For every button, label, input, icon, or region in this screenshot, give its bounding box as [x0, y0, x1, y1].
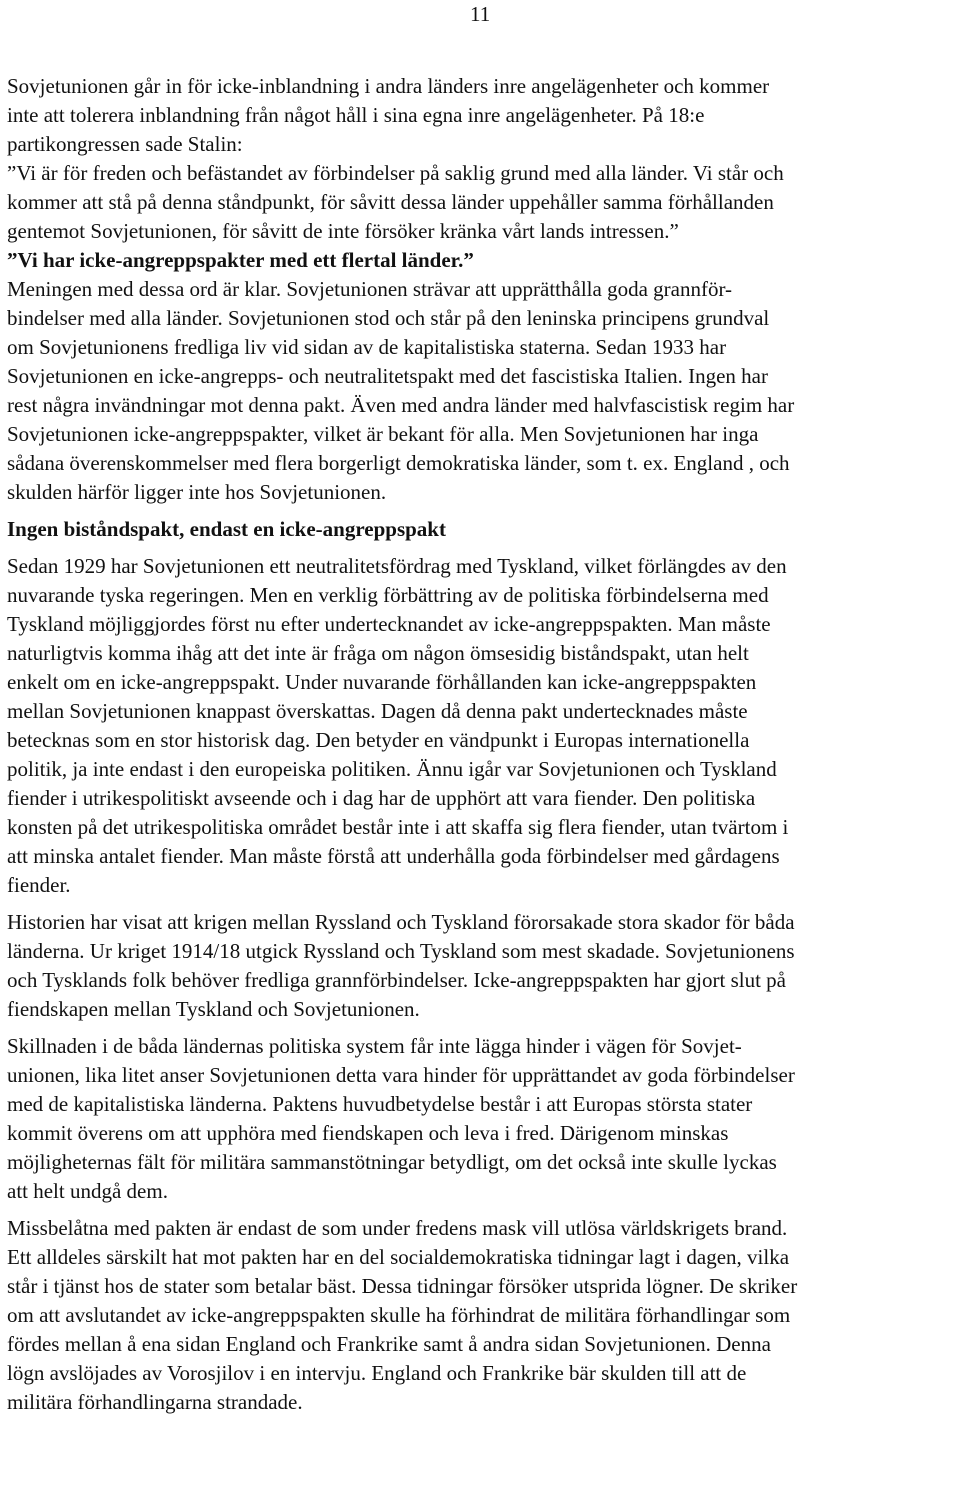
paragraph-gap — [7, 1206, 957, 1214]
text-line: partikongressen sade Stalin: — [7, 132, 243, 156]
text-line: gentemot Sovjetunionen, för såvitt de inte försöker kränka vårt lands intressen.” — [7, 219, 679, 243]
text-line: Ett alldeles särskilt hat mot pakten har en del socialdemokratiska tidningar lagt i dagen, vilka — [7, 1245, 790, 1269]
paragraph-gap — [7, 900, 957, 908]
text-line: Skillnaden i de båda ländernas politiska system får inte lägga hinder i vägen för Sovjet- — [7, 1034, 742, 1058]
text-line: att minska antalet fiender. Man måste förstå att underhålla goda förbindelser med gårdagens — [7, 844, 780, 868]
text-line: lögn avslöjades av Vorosjilov i en intervju. England och Frankrike bär skulden till att de — [7, 1361, 747, 1385]
paragraph — [7, 552, 957, 900]
text-line: Sedan 1929 har Sovjetunionen ett neutralitetsfördrag med Tyskland, vilket förlängdes av den — [7, 554, 787, 578]
text-line: fördes mellan å ena sidan England och Frankrike samt å andra sidan Sovjetunionen. Denna — [7, 1332, 771, 1356]
text-line: ”Vi har icke-angreppspakter med ett flertal länder.” — [7, 248, 474, 272]
paragraph-gap — [7, 1024, 957, 1032]
text-line: kommit överens om att upphöra med fiendskapen och leva i fred. Därigenom minskas — [7, 1121, 729, 1145]
text-line: bindelser med alla länder. Sovjetunionen stod och står på den leninska principens grundval — [7, 306, 770, 330]
text-line: Sovjetunionen går in för icke-inblandning i andra länders inre angelägenheter och kommer — [7, 74, 770, 98]
text-line: länderna. Ur kriget 1914/18 utgick Ryssland och Tyskland som mest skadade. Sovjetunionens — [7, 939, 795, 963]
text-line: militära förhandlingarna strandade. — [7, 1390, 303, 1414]
bold-heading — [7, 515, 957, 544]
paragraph — [7, 1032, 957, 1206]
text-line: betecknas som en stor historisk dag. Den betyder en vändpunkt i Europas internationella — [7, 728, 750, 752]
paragraph — [7, 1214, 957, 1417]
text-line: om att avslutandet av icke-angreppspakten skulle ha förhindrat de militära förhandlingar som — [7, 1303, 791, 1327]
text-line: inte att tolerera inblandning från något håll i sina egna inre angelägenheter. På 18:e — [7, 103, 705, 127]
text-line: naturligtvis komma ihåg att det inte är fråga om någon ömsesidig biståndspakt, utan helt — [7, 641, 749, 665]
text-line: om Sovjetunionens fredliga liv vid sidan av de kapitalistiska staterna. Sedan 1933 har — [7, 335, 727, 359]
text-line: enkelt om en icke-angreppspakt. Under nuvarande förhållanden kan icke-angreppspakten — [7, 670, 757, 694]
text-line: Sovjetunionen icke-angreppspakter, vilket är bekant för alla. Men Sovjetunionen har inga — [7, 422, 759, 446]
text-line: Meningen med dessa ord är klar. Sovjetunionen strävar att upprätthålla goda grannför- — [7, 277, 733, 301]
text-line: rest några invändningar mot denna pakt. Även med andra länder med halvfascistisk regim har — [7, 393, 795, 417]
page-number: 11 — [470, 2, 491, 26]
text-line: Historien har visat att krigen mellan Ryssland och Tyskland förorsakade stora skador för båda — [7, 910, 795, 934]
text-line: Tyskland möjliggjordes först nu efter undertecknandet av icke-angreppspakten. Man måste — [7, 612, 771, 636]
paragraph — [7, 275, 957, 507]
text-line: och Tysklands folk behöver fredliga grannförbindelser. Icke-angreppspakten har gjort slut på — [7, 968, 786, 992]
text-line: mellan Sovjetunionen knappast överskattas. Dagen då denna pakt undertecknades måste — [7, 699, 748, 723]
text-line: Missbelåtna med pakten är endast de som under fredens mask vill utlösa världskrigets brand. — [7, 1216, 788, 1240]
text-line: står i tjänst hos de stater som betalar bäst. Dessa tidningar försöker utsprida lögner. De skriker — [7, 1274, 798, 1298]
text-line: konsten på det utrikespolitiska området består inte i att skaffa sig flera fiender, utan tvärtom i — [7, 815, 789, 839]
text-line: att helt undgå dem. — [7, 1179, 168, 1203]
paragraph — [7, 908, 957, 1024]
text-line: möjligheternas fält för militära sammanstötningar betydligt, om det också inte skulle lyckas — [7, 1150, 777, 1174]
text-line: Sovjetunionen en icke-angrepps- och neutralitetspakt med det fascistiska Italien. Ingen har — [7, 364, 768, 388]
bold-heading — [7, 246, 957, 275]
document-body — [7, 72, 957, 1417]
text-line: sådana överenskommelser med flera borgerligt demokratiska länder, som t. ex. England , och — [7, 451, 790, 475]
text-line: nuvarande tyska regeringen. Men en verklig förbättring av de politiska förbindelserna med — [7, 583, 769, 607]
text-line: kommer att stå på denna ståndpunkt, för såvitt dessa länder uppehåller samma förhållanden — [7, 190, 774, 214]
paragraph-gap — [7, 507, 957, 515]
text-line: fiender. — [7, 873, 71, 897]
text-line: fiendskapen mellan Tyskland och Sovjetunionen. — [7, 997, 420, 1021]
text-line: med de kapitalistiska länderna. Paktens huvudbetydelse består i att Europas största stater — [7, 1092, 753, 1116]
text-line: fiender i utrikespolitiskt avseende och i dag har de upphört att vara fiender. Den politiska — [7, 786, 756, 810]
text-line: skulden härför ligger inte hos Sovjetunionen. — [7, 480, 387, 504]
text-line: unionen, lika litet anser Sovjetunionen detta vara hinder för upprättandet av goda förbindelser — [7, 1063, 795, 1087]
text-line: politik, ja inte endast i den europeiska politiken. Ännu igår var Sovjetunionen och Tyskland — [7, 757, 777, 781]
text-line: Ingen biståndspakt, endast en icke-angreppspakt — [7, 517, 446, 541]
paragraph — [7, 72, 957, 246]
paragraph-gap — [7, 544, 957, 552]
text-line: ”Vi är för freden och befästandet av förbindelser på saklig grund med alla länder. Vi står och — [7, 161, 784, 185]
